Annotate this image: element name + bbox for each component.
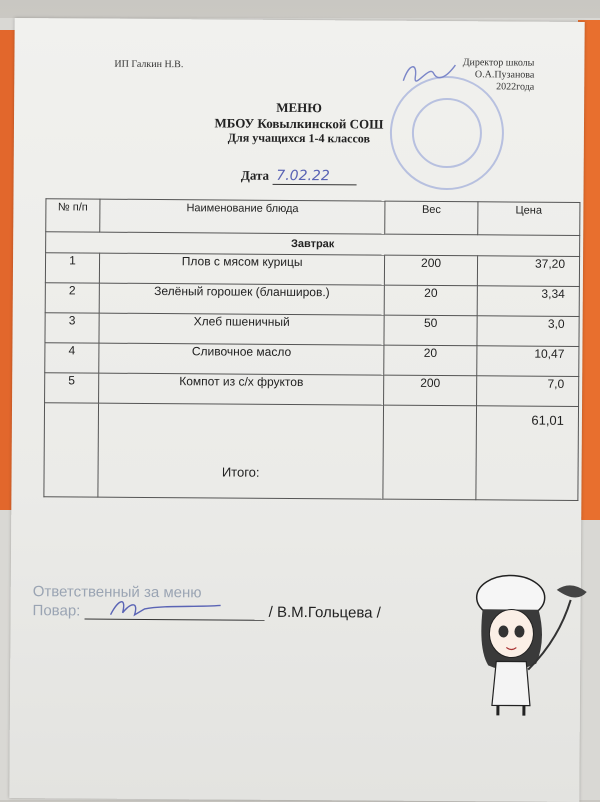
menu-title: МЕНЮ	[276, 99, 323, 116]
header-number: № п/п	[46, 199, 100, 232]
row-number: 1	[45, 253, 99, 283]
row-dish: Зелёный горошек (бланширов.)	[99, 283, 385, 315]
row-price: 3,0	[477, 316, 579, 347]
row-dish: Сливочное масло	[99, 343, 385, 375]
responsible-label: Ответственный за меню	[32, 583, 202, 602]
footer	[33, 583, 382, 623]
total-empty-cell	[44, 403, 99, 497]
row-price: 10,47	[476, 346, 578, 377]
total-label: Итого:	[98, 403, 384, 499]
cook-signature	[104, 595, 224, 624]
row-weight: 50	[384, 315, 477, 346]
director-signature	[399, 59, 459, 87]
table-row	[45, 253, 579, 287]
school-name: МБОУ Ковылкинской СОШ	[214, 115, 384, 132]
approval-year: 2022года	[496, 81, 535, 93]
table-row	[45, 343, 579, 377]
header-dish-name: Наименование блюда	[100, 199, 386, 234]
row-dish: Хлеб пшеничный	[99, 313, 385, 345]
row-price: 3,34	[477, 286, 579, 317]
row-dish: Компот из с/х фруктов	[98, 373, 384, 405]
table-row	[45, 313, 579, 347]
row-price: 37,20	[477, 256, 579, 287]
row-weight: 200	[384, 375, 477, 406]
table-row	[45, 283, 579, 317]
table-row	[45, 373, 579, 407]
director-name: О.А.Пузанова	[474, 69, 535, 81]
row-number: 3	[45, 313, 99, 343]
total-weight-cell	[383, 405, 476, 500]
header-left: ИП Галкин Н.В.	[114, 58, 184, 71]
row-weight: 200	[385, 255, 478, 286]
cook-name: / В.М.Гольцева /	[268, 603, 381, 622]
header-weight: Вес	[385, 201, 478, 235]
cook-signature-line	[84, 603, 264, 621]
director-title: Директор школы	[462, 57, 535, 69]
date-value: 7.02.22	[272, 168, 356, 186]
menu-sheet	[9, 18, 584, 802]
row-number: 5	[45, 373, 99, 403]
cook-label: Повар:	[32, 602, 81, 620]
row-dish: Плов с мясом курицы	[99, 253, 385, 285]
row-number: 4	[45, 343, 99, 373]
row-number: 2	[45, 283, 99, 313]
cook-line	[33, 602, 381, 621]
total-row	[44, 403, 579, 501]
menu-table	[43, 198, 580, 501]
row-weight: 20	[385, 285, 478, 316]
row-price: 7,0	[476, 376, 578, 407]
audience-subtitle: Для учащихся 1-4 классов	[227, 130, 371, 146]
row-weight: 20	[384, 345, 477, 376]
table-header-row	[46, 199, 580, 236]
total-value: 61,01	[476, 406, 579, 501]
section-breakfast: Завтрак	[46, 232, 580, 257]
date-label: Дата	[240, 167, 270, 183]
header-price: Цена	[477, 202, 579, 236]
chef-illustration	[458, 569, 599, 720]
date-row	[14, 166, 584, 187]
